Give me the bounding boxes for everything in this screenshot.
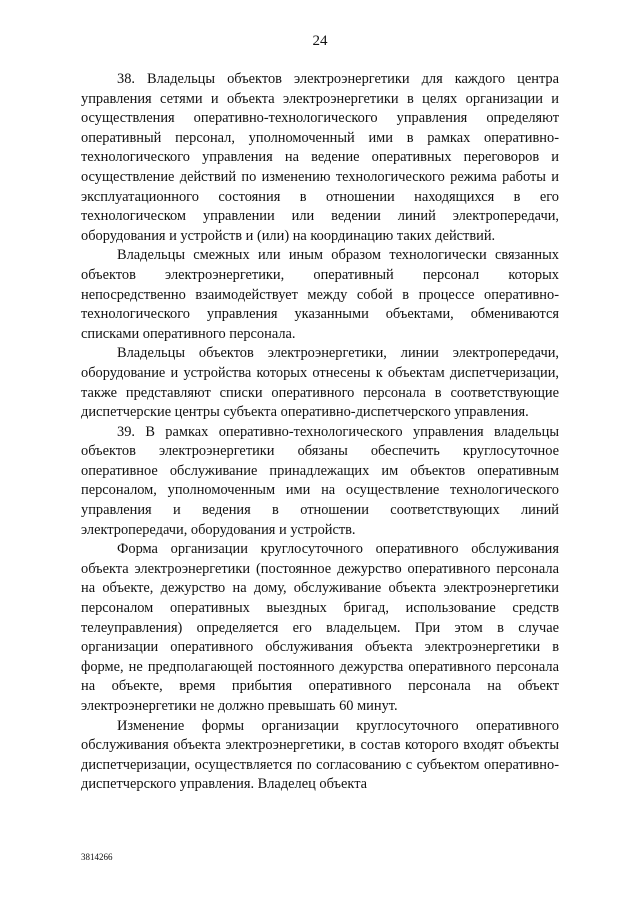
paragraph-39: 39. В рамках оперативно-технологического управления владельцы объектов электроэнергетики обязаны обеспечить круглосуточное оперативное обслуживание принадлежащих им объектов оперативным персоналом, уполномоченным ими на осуществление технологического управления и ведения в отношении соответствующих линий электропередачи, оборудования и устройств. <box>81 423 559 538</box>
document-body <box>81 70 559 795</box>
paragraph-form-change: Изменение формы организации круглосуточного оперативного обслуживания объекта электроэнергетики, в состав которого входят объекты диспетчеризации, осуществляется по согласованию с субъектом оперативно-диспетчерского управления. Владелец объекта <box>81 717 559 793</box>
paragraph-adjacent-owners: Владельцы смежных или иным образом технологически связанных объектов электроэнергетики, оперативный персонал которых непосредственно взаимодействует между собой в процессе оперативно-технологического управления указанными объектами, обмениваются списками оперативного персонала. <box>81 247 559 342</box>
paragraph-dispatch-lists: Владельцы объектов электроэнергетики, линии электропередачи, оборудование и устройства которых отнесены к объектам диспетчеризации, также представляют списки оперативного персонала в соответствующие диспетчерские центры субъекта оперативно-диспетчерского управления. <box>81 345 559 421</box>
paragraph-service-form: Форма организации круглосуточного оперативного обслуживания объекта электроэнергетики (постоянное дежурство оперативного персонала на объекте, дежурство на дому, обслуживание объекта электроэнергетики персоналом оперативных выездных бригад, использование средств телеуправления) определяется его владельцем. При этом в случае организации оперативного обслуживания объекта электроэнергетики в форме, не предполагающей постоянного дежурства оперативного персонала на объекте, время прибытия оперативного персонала на объект электроэнергетики не должно превышать 60 минут. <box>81 541 559 714</box>
page-number: 24 <box>312 33 328 49</box>
document-code: 3814266 <box>81 852 113 862</box>
paragraph-38: 38. Владельцы объектов электроэнергетики для каждого центра управления сетями и объекта электроэнергетики в целях организации и осуществления оперативно-технологического управления определяют оперативный персонал, уполномоченный ими в рамках оперативно-технологического управления на ведение оперативных переговоров и осуществление действий по изменению технологического режима работы и эксплуатационного состояния в отношении находящихся в его технологическом управлении или ведении линий электропередачи, оборудования и устройств и (или) на координацию таких действий. <box>81 71 559 244</box>
